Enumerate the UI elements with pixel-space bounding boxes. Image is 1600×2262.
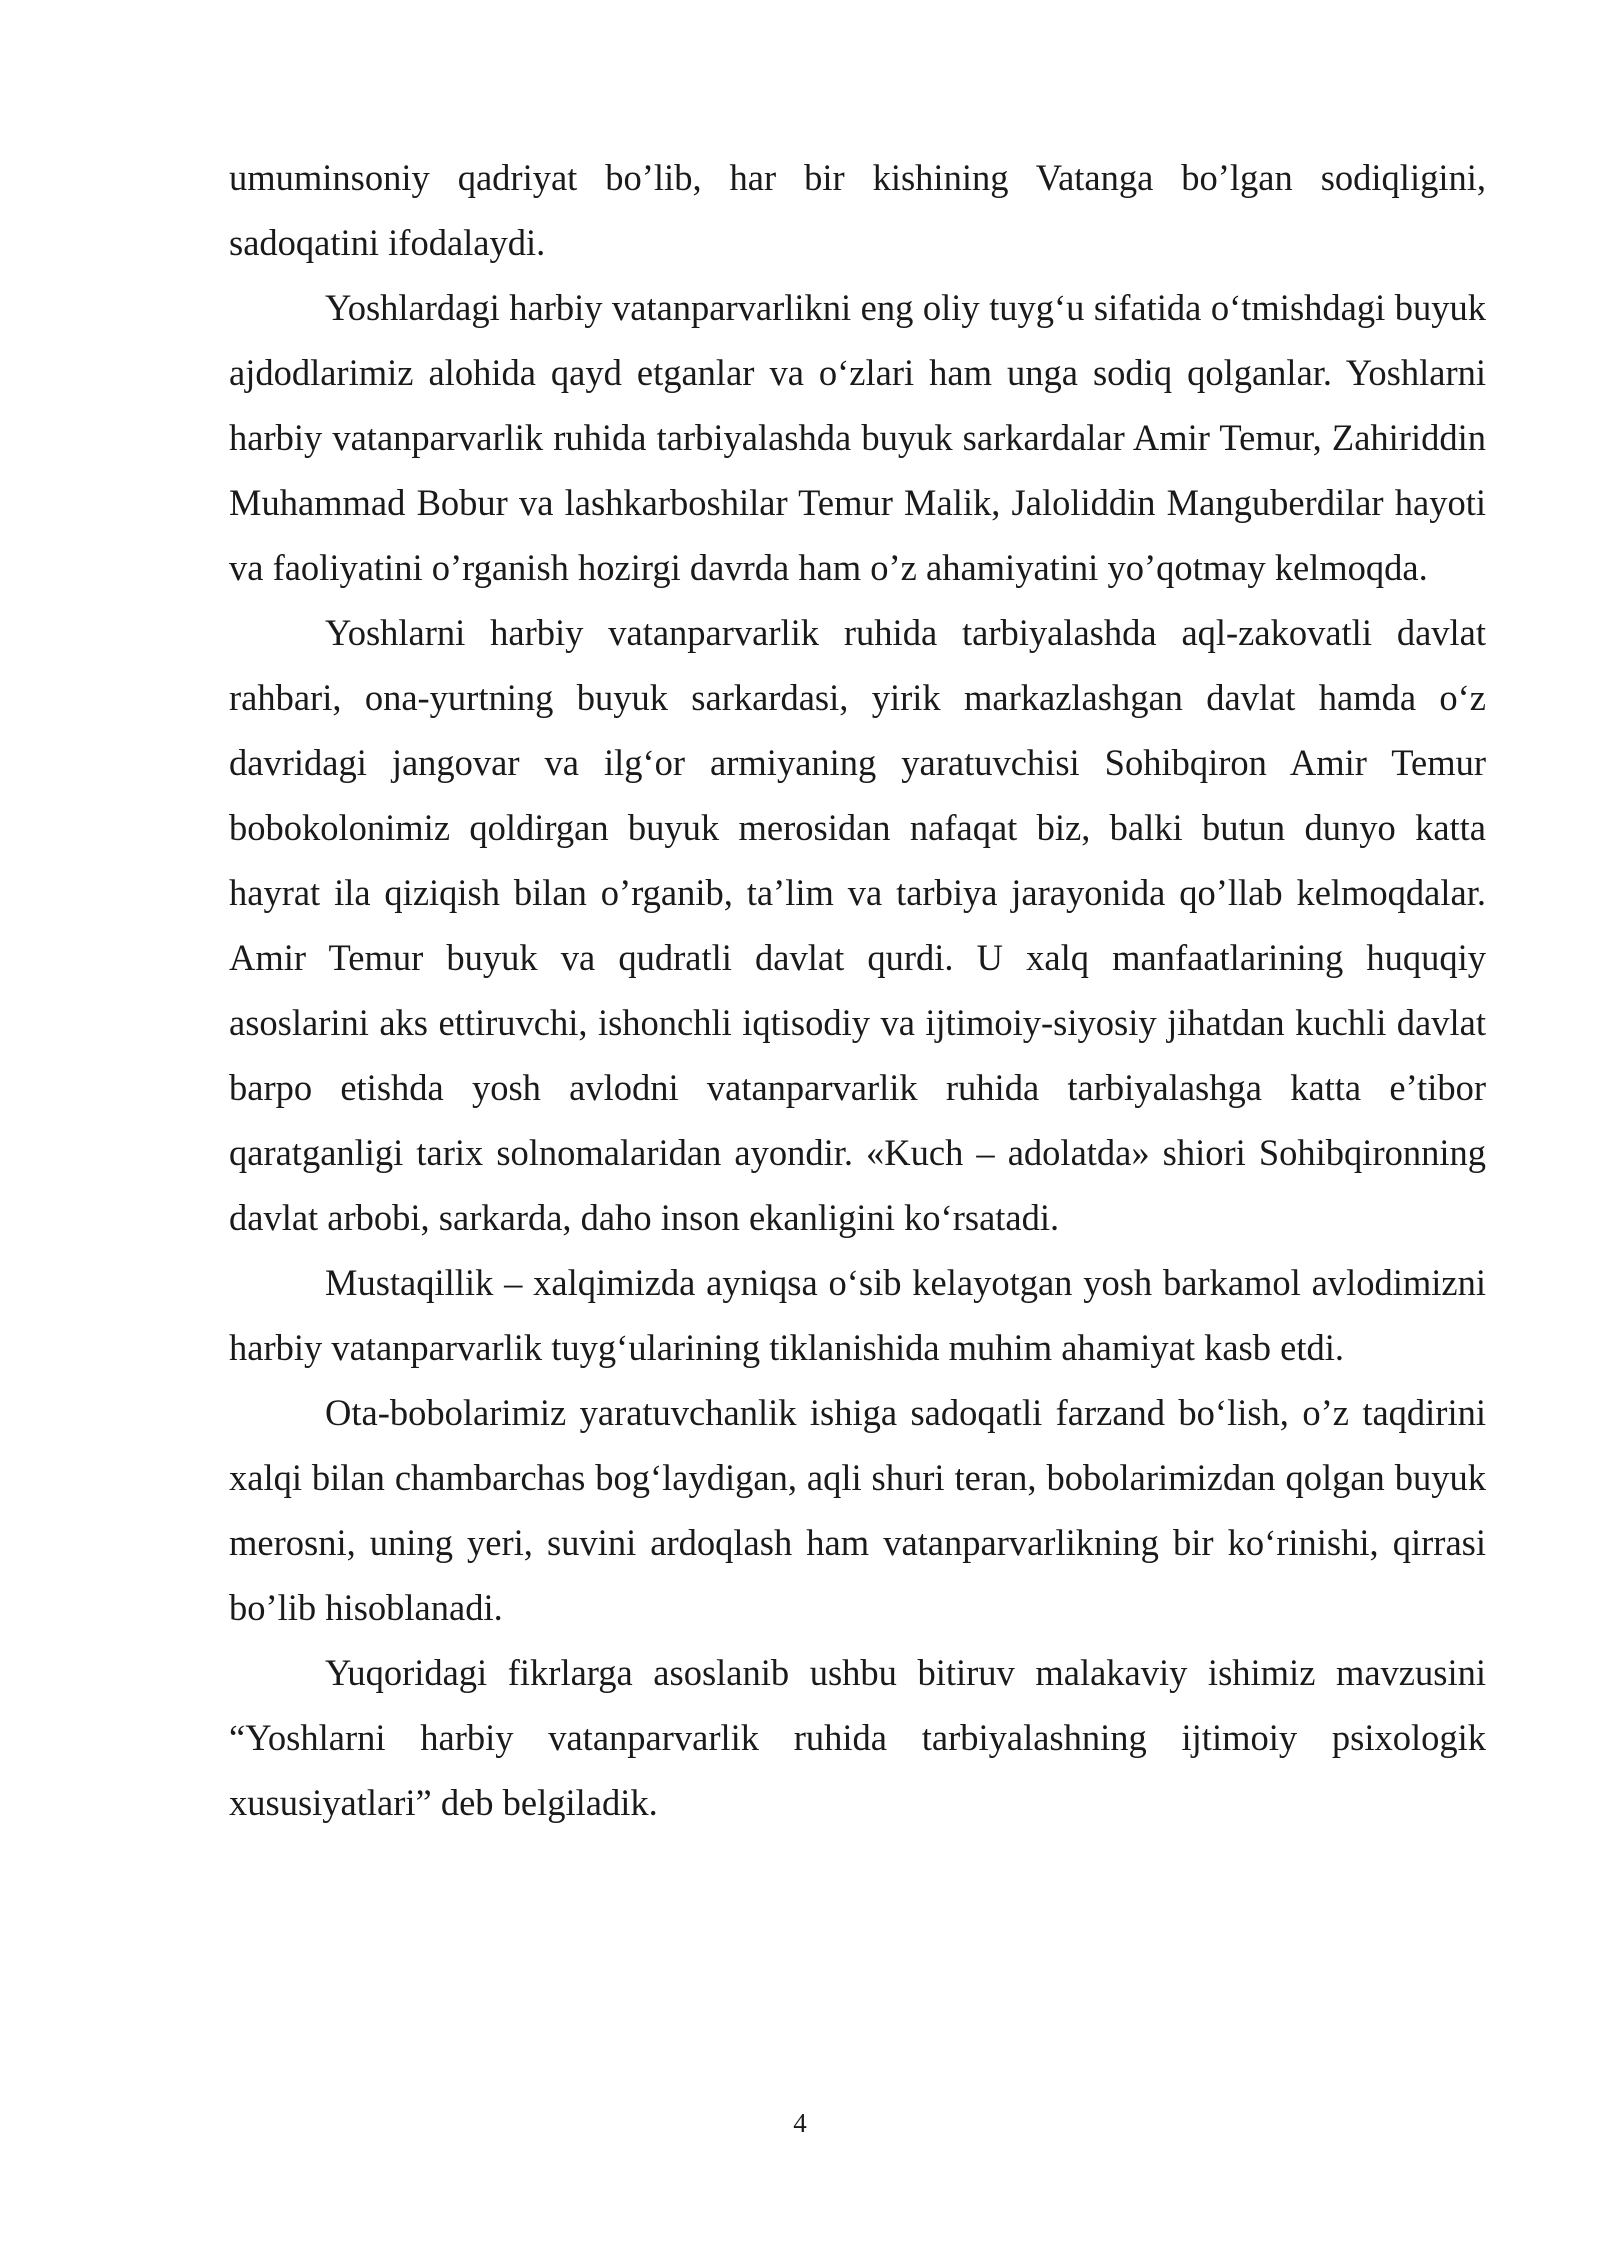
page-number: 4 — [793, 2108, 807, 2138]
paragraph-continued: umuminsoniy qadriyat bo’lib, har bir kishining Vatanga bo’lgan sodiqligini, sadoqatini ifodalaydi. — [229, 157, 1486, 263]
paragraph: Yuqoridagi fikrlarga asoslanib ushbu bitiruv malakaviy ishimiz mavzusini “Yoshlarni harbiy vatanparvarlik ruhida tarbiyalashning ijtimoiy psixologik xususiyatlari” deb belgiladik. — [229, 1652, 1486, 1823]
paragraph: Yoshlarni harbiy vatanparvarlik ruhida tarbiyalashda aql-zakovatli davlat rahbari, ona-yurtning buyuk sarkardasi, yirik markazlashgan davlat hamda o‘z davridagi jangovar va ilg‘or armiyaning yaratuvchisi Sohibqiron Amir Temur bobokolonimiz qoldirgan buyuk merosidan nafaqat biz, balki butun dunyo katta hayrat ila qiziqish bilan o’rganib, ta’lim va tarbiya jarayonida qo’llab kelmoqdalar. Amir Temur buyuk va qudratli davlat qurdi. U xalq manfaatlarining huquqiy asoslarini aks ettiruvchi, ishonchli iqtisodiy va ijtimoiy-siyosiy jihatdan kuchli davlat barpo etishda yosh avlodni vatanparvarlik ruhida tarbiyalashga katta e’tibor qaratganligi tarix solnomalaridan ayondir. «Kuch – adolatda» shiori Sohibqironning davlat arbobi, sarkarda, daho inson ekanligini ko‘rsatadi. — [229, 612, 1486, 1238]
paragraph: Mustaqillik – xalqimizda ayniqsa o‘sib kelayotgan yosh barkamol avlodimizni harbiy vatanparvarlik tuyg‘ularining tiklanishida muhim ahamiyat kasb etdi. — [229, 1262, 1486, 1368]
body-text — [229, 145, 1486, 1835]
paragraph: Yoshlardagi harbiy vatanparvarlikni eng oliy tuyg‘u sifatida o‘tmishdagi buyuk ajdodlarimiz alohida qayd etganlar va o‘zlari ham unga sodiq qolganlar. Yoshlarni harbiy vatanparvarlik ruhida tarbiyalashda buyuk sarkardalar Amir Temur, Zahiriddin Muhammad Bobur va lashkarboshilar Temur Malik, Jaloliddin Manguberdilar hayoti va faoliyatini o’rganish hozirgi davrda ham o’z ahamiyatini yo’qotmay kelmoqda. — [229, 287, 1486, 588]
paragraph: Ota-bobolarimiz yaratuvchanlik ishiga sadoqatli farzand bo‘lish, o’z taqdirini xalqi bilan chambarchas bog‘laydigan, aqli shuri teran, bobolarimizdan qolgan buyuk merosni, uning yeri, suvini ardoqlash ham vatanparvarlikning bir ko‘rinishi, qirrasi bo’lib hisoblanadi. — [229, 1392, 1486, 1628]
